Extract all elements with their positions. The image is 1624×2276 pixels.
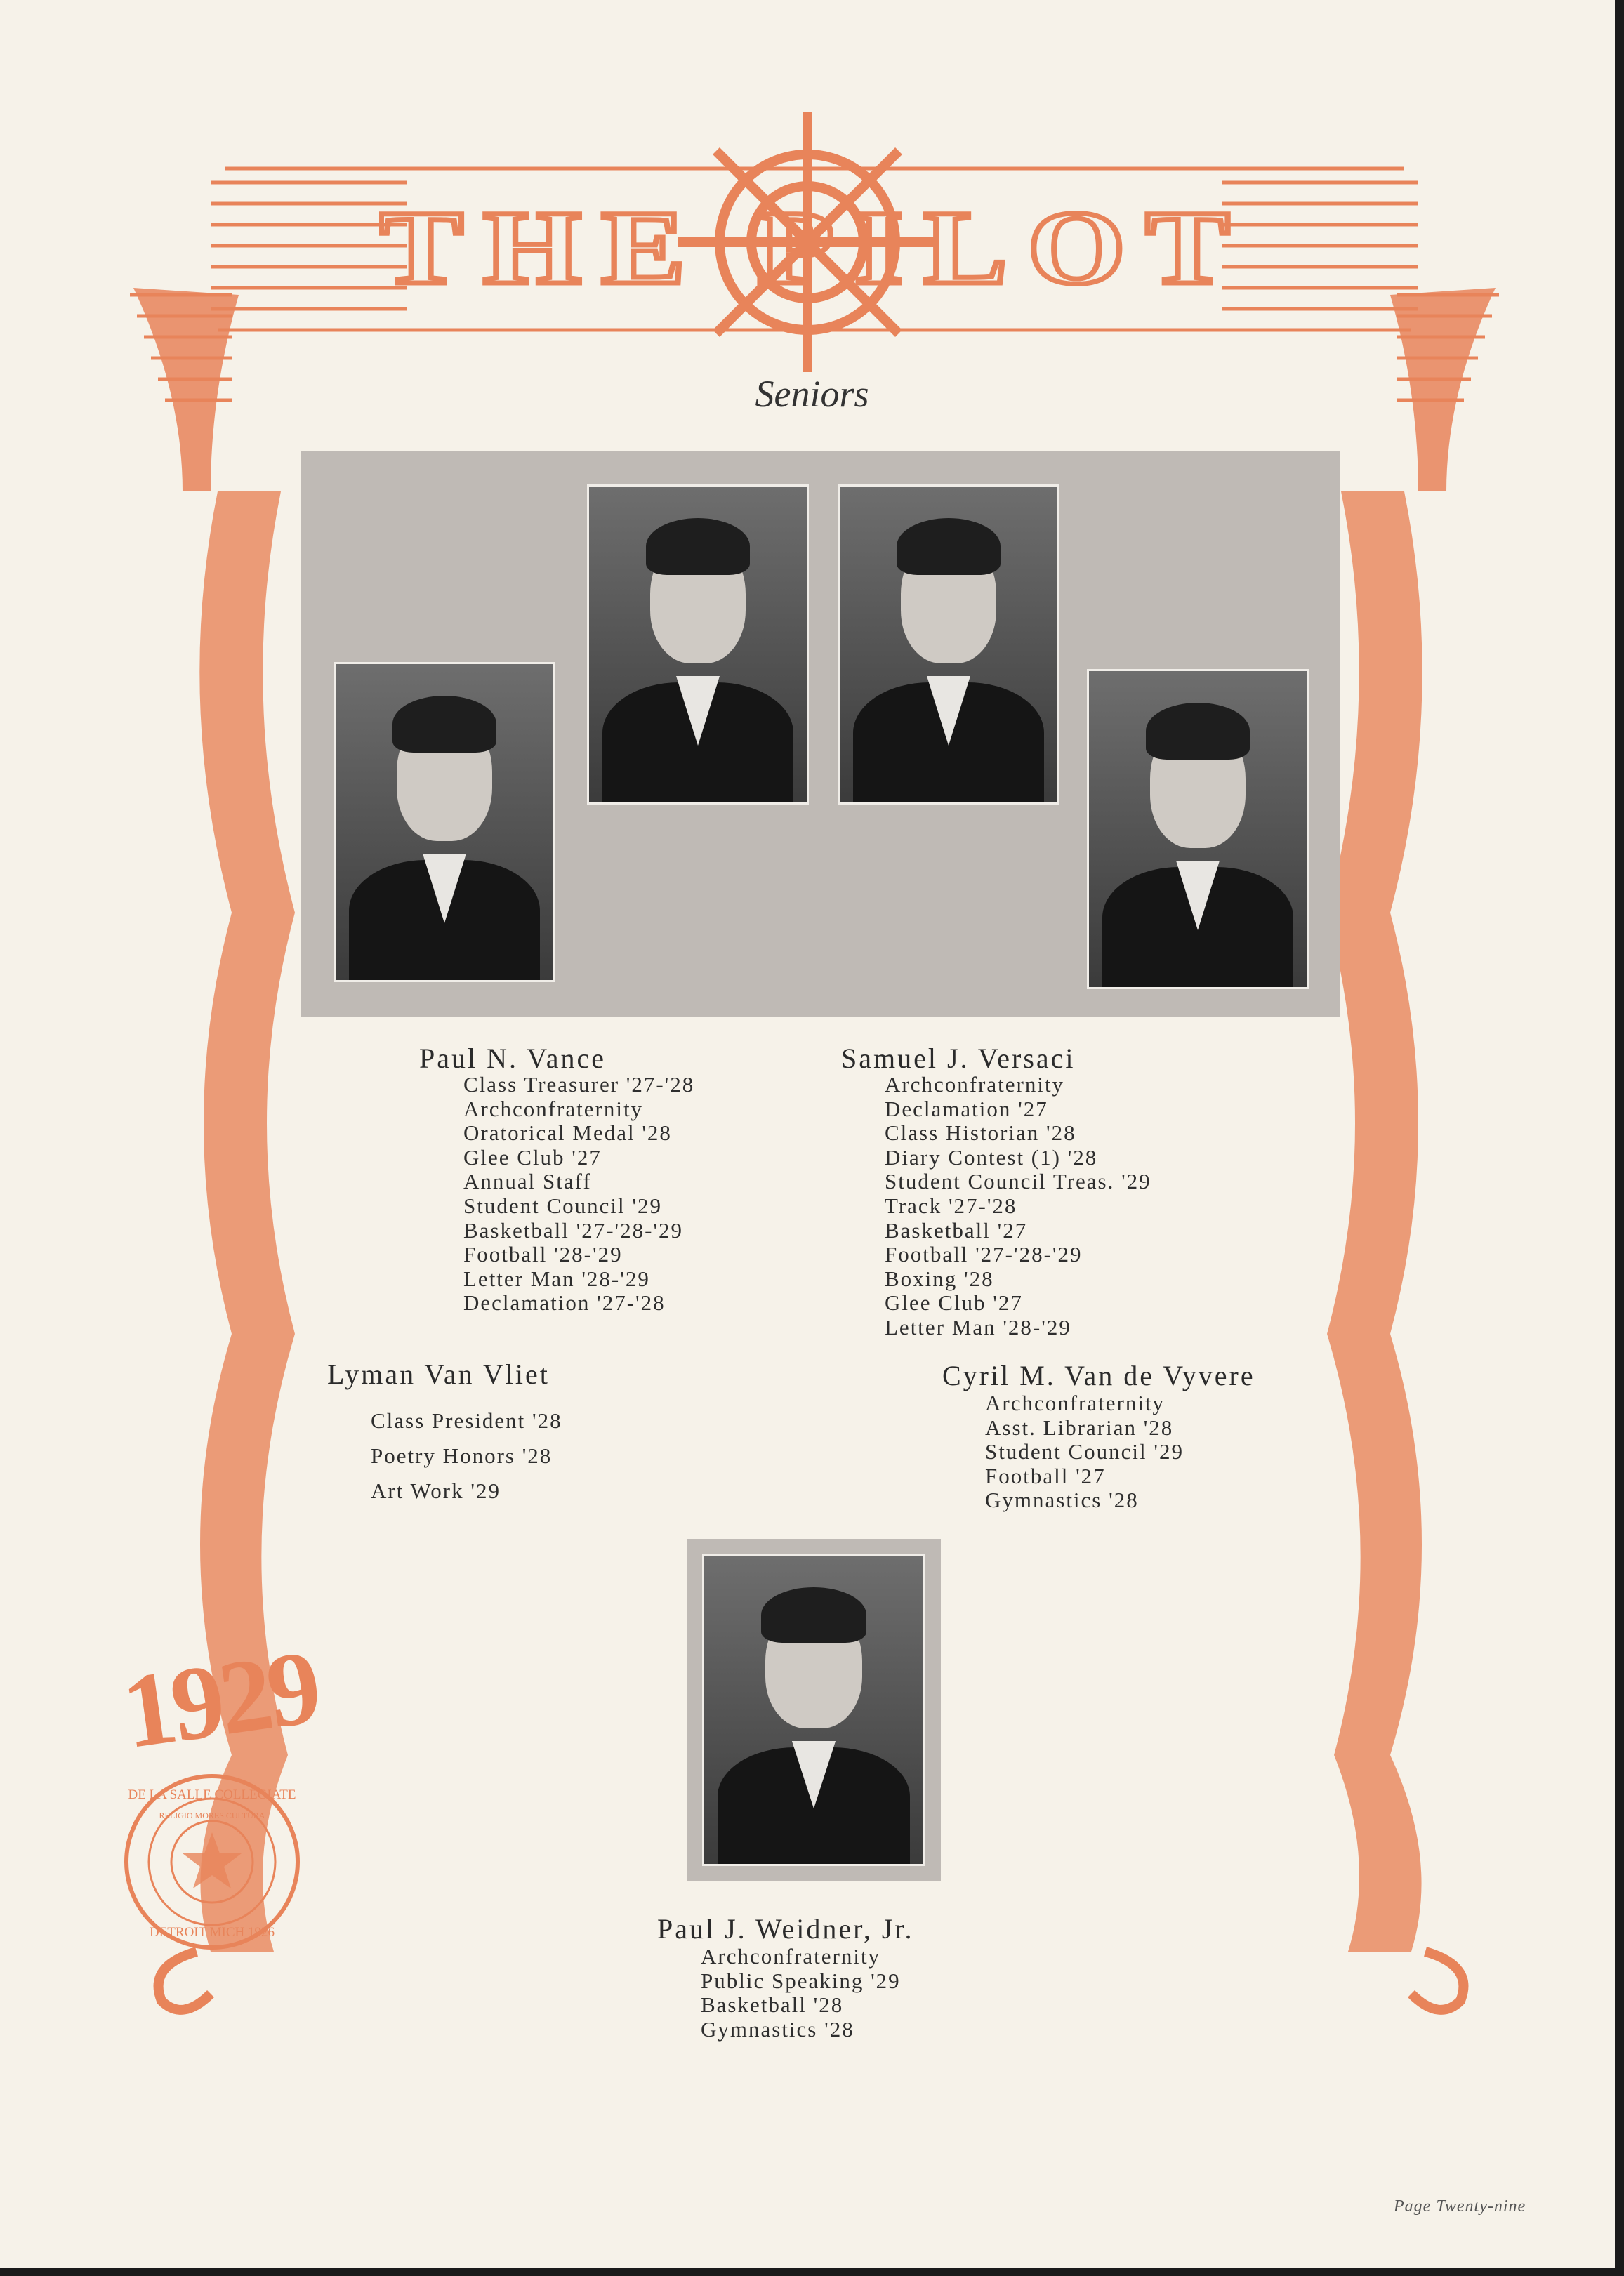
svg-text:RELIGIO MORES CULTURA: RELIGIO MORES CULTURA <box>159 1811 265 1820</box>
activity-item: Archconfraternity <box>463 1096 644 1121</box>
activity-item: Basketball '27-'28-'29 <box>463 1217 684 1243</box>
activity-item: Oratorical Medal '28 <box>463 1120 672 1146</box>
activity-list <box>463 1073 694 1316</box>
activity-item: Football '27 <box>985 1463 1106 1488</box>
activity-item: Track '27-'28 <box>885 1193 1017 1218</box>
student-name: Paul J. Weidner, Jr. <box>657 1913 914 1945</box>
activity-item: Boxing '28 <box>885 1266 994 1291</box>
page-number: Page Twenty-nine <box>1394 2197 1526 2216</box>
year-stamp: 1929 <box>115 1628 324 1771</box>
activity-item: Football '27-'28-'29 <box>885 1242 1083 1267</box>
activity-list <box>985 1391 1184 1513</box>
activity-list <box>885 1073 1151 1340</box>
activity-item: Gymnastics '28 <box>701 2016 854 2042</box>
activity-item: Class Treasurer '27-'28 <box>463 1072 695 1097</box>
activity-item: Student Council '29 <box>463 1193 662 1218</box>
student-name: Samuel J. Versaci <box>841 1043 1076 1074</box>
student-name: Cyril M. Van de Vyvere <box>942 1360 1255 1391</box>
activity-item: Archconfraternity <box>985 1391 1166 1415</box>
activity-item: Class President '28 <box>371 1408 562 1433</box>
masthead-title <box>379 200 1250 305</box>
activity-item: Student Council '29 <box>985 1439 1184 1464</box>
portrait-weidner <box>687 1539 941 1881</box>
activity-item: Basketball '27 <box>885 1217 1028 1243</box>
activity-item: Letter Man '28-'29 <box>463 1266 650 1291</box>
section-title: Seniors <box>755 373 869 415</box>
activity-item: Student Council Treas. '29 <box>885 1169 1151 1194</box>
activity-item: Declamation '27-'28 <box>463 1290 666 1316</box>
student-name: Paul N. Vance <box>419 1043 606 1074</box>
svg-text:DE LA SALLE COLLEGIATE: DE LA SALLE COLLEGIATE <box>128 1787 296 1802</box>
activity-item: Gymnastics '28 <box>985 1488 1139 1513</box>
activity-item: Poetry Honors '28 <box>371 1443 553 1468</box>
activity-list <box>701 1945 901 2042</box>
activity-list <box>371 1403 562 1509</box>
activity-item: Football '28-'29 <box>463 1242 623 1267</box>
activity-item: Class Historian '28 <box>885 1120 1076 1146</box>
activity-item: Public Speaking '29 <box>701 1968 901 1993</box>
activity-item: Annual Staff <box>463 1169 592 1194</box>
portrait-panel <box>301 451 1340 1017</box>
activity-item: Art Work '29 <box>371 1478 501 1503</box>
svg-text:DETROIT MICH 1926: DETROIT MICH 1926 <box>149 1925 275 1940</box>
school-seal <box>121 1771 303 1953</box>
portrait-vance <box>334 662 555 982</box>
svg-text:THE PILOT: THE PILOT <box>379 200 1250 305</box>
activity-item: Basketball '28 <box>701 1992 844 2018</box>
student-name: Lyman Van Vliet <box>327 1358 550 1390</box>
portrait-versaci <box>838 484 1059 805</box>
activity-item: Declamation '27 <box>885 1096 1048 1121</box>
activity-item: Letter Man '28-'29 <box>885 1314 1071 1339</box>
portrait-van-de-vyvere <box>1087 669 1309 989</box>
activity-item: Glee Club '27 <box>885 1290 1023 1316</box>
activity-item: Asst. Librarian '28 <box>985 1415 1174 1440</box>
activity-item: Glee Club '27 <box>463 1144 602 1170</box>
portrait-van-vliet <box>587 484 809 805</box>
activity-item: Archconfraternity <box>885 1072 1065 1097</box>
activity-item: Archconfraternity <box>701 1944 881 1969</box>
activity-item: Diary Contest (1) '28 <box>885 1144 1098 1170</box>
